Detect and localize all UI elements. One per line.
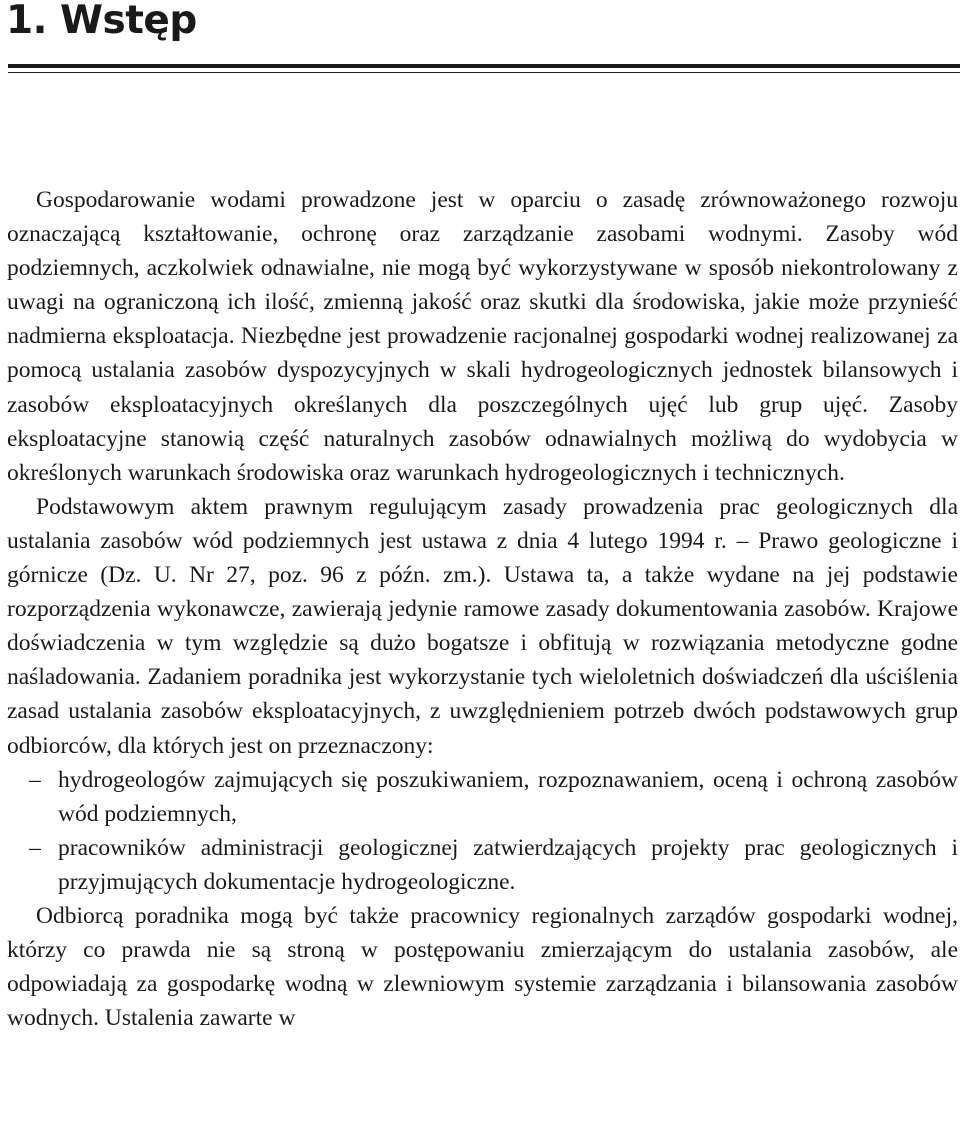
paragraph-3: Odbiorcą poradnika mogą być także pracownicy regionalnych zarządów gospodarki wodnej, którzy co prawda nie są stroną w postępowaniu zmierzającym do ustalania zasobów, ale odpowiadają za gospodarkę wodną w zlewniowym systemie zarządzania i bilansowania zasobów wodnych. Ustalenia zawarte w [7,902,958,1032]
list-item-text: pracowników administracji geologicznej zatwierdzających projekty prac geologicznych i przyjmujących dokumentacje hydrogeologiczne. [58,834,958,895]
list-item-text: hydrogeologów zajmujących się poszukiwaniem, rozpoznawaniem, oceną i ochroną zasobów wód podziemnych, [58,766,958,827]
title-rule-thin [8,72,960,73]
list-item [7,763,958,831]
paragraph-1: Gospodarowanie wodami prowadzone jest w oparciu o zasadę zrównoważonego rozwoju oznaczającą kształtowanie, ochronę oraz zarządzanie zasobami wodnymi. Zasoby wód podziemnych, aczkolwiek odnawialne, nie mogą być wykorzystywane w sposób niekontrolowany z uwagi na ograniczoną ich ilość, zmienną jakość oraz skutki dla środowiska, jakie może przynieść nadmierna eksploatacja. Niezbędne jest prowadzenie racjonalnej gospodarki wodnej realizowanej za pomocą ustalania zasobów dyspozycyjnych w skali hydrogeologicznych jednostek bilansowych i zasobów eksploatacyjnych określanych dla poszczególnych ujęć lub grup ujęć. Zasoby eksploatacyjne stanowią część naturalnych zasobów odnawialnych możliwą do wydobycia w określonych warunkach środowiska oraz warunkach hydrogeologicznych i technicznych. [7,187,958,486]
list-marker: – [29,834,41,861]
list-item [7,831,958,899]
chapter-title: 1. Wstęp [6,0,197,43]
title-rule-thick [8,64,960,68]
audience-list [7,763,958,899]
paragraph-2: Podstawowym aktem prawnym regulującym zasady prowadzenia prac geologicznych dla ustalania zasobów wód podziemnych jest ustawa z dnia 4 lutego 1994 r. – Prawo geologiczne i górnicze (Dz. U. Nr 27, poz. 96 z późn. zm.). Ustawa ta, a także wydane na jej podstawie rozporządzenia wykonawcze, zawierają jedynie ramowe zasady dokumentowania zasobów. Krajowe doświadczenia w tym względzie są dużo bogatsze i obfitują w rozwiązania metodyczne godne naśladowania. Zadaniem poradnika jest wykorzystanie tych wieloletnich doświadczeń dla uściślenia zasad ustalania zasobów eksploatacyjnych, z uwzględnieniem potrzeb dwóch podstawowych grup odbiorców, dla których jest on przeznaczony: [7,493,958,759]
list-marker: – [29,766,41,793]
body-text [7,183,958,1035]
